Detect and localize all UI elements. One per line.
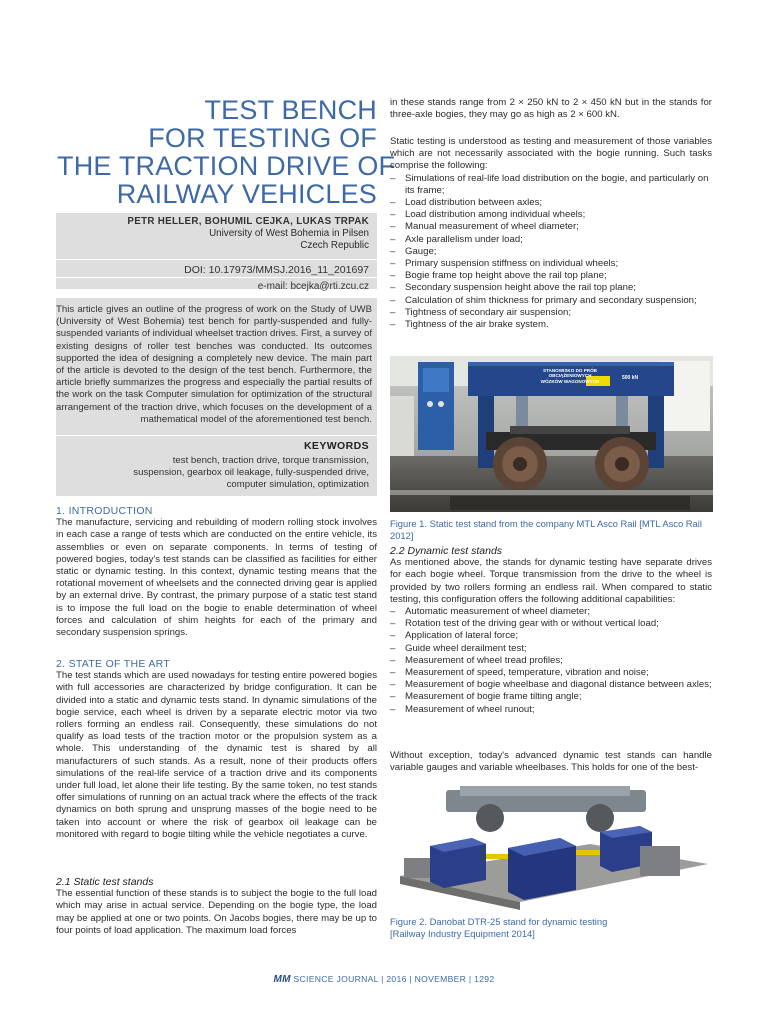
paragraph: The essential function of these stands is to subject the bogie to the full load which may arise in actual service. Depending on the bogie type, the load may be applied at one or two points. On Jacobs bogies, there may be up to four points of load application. The maximum load forces: [56, 888, 377, 936]
paragraph: The test stands which are used nowadays for testing entire powered bogies with full accessories are characterized by bridge configuration. It can be divided into a static and dynamic tests stand. In dynamic simulations of the bogie service, each wheel is driven by a separate electric motor via two rollers forming an endless rail. Consequently, these simulations do not qualify as load tests of the traction motor or the propulsion system as a whole. This understanding of the dynamic test is shared by all manufacturers of such stands. As a result, none of their products offers simulations of the real-life service of a traction drive and its components under full load, let alone their life testing. By the same token, no test stands offer simulations of running on an actual track where the effects of the track dynamics on both sprung and unsprung masses of the bogie need to be taken into account or where the risk of gearbox oil leakage can be monitored with regard to bogie tilting while the vehicle negotiates a curve.: [56, 670, 377, 840]
list-item: – Tightness of the air brake system.: [390, 319, 712, 331]
figure-2-image: [390, 786, 713, 910]
paragraph: in these stands range from 2 × 250 kN to 2 × 450 kN but in the stands for three-axle bogies, they may go as high as 2 × 600 kN.: [390, 97, 712, 121]
section-introduction: [56, 505, 377, 639]
divider: [56, 259, 377, 260]
list-item: – Gauge;: [390, 246, 712, 258]
author-names: PETR HELLER, BOHUMIL CEJKA, LUKAS TRPAK: [127, 216, 369, 227]
abstract: This article gives an outline of the progress of work on the Study of UWB (University of West Bohemia) test bench for partly-suspended and fully-suspended variants of individual wheelset traction drives. First, a survey of existing designs of roller test benches was conducted. Its outcomes supported the idea of designing a completely new device. The main part of the article is devoted to the design of the test bench. Furthermore, the article briefly summarizes the progress and especially the partial results of the work on the task Computer simulation for optimization of the structural arrangement of the traction drive, which focuses on the development of a mathematical model of the aforementioned test bench.: [56, 304, 372, 425]
email[interactable]: e-mail: bcejka@rti.zcu.cz: [257, 281, 369, 292]
list-item: – Rotation test of the driving gear with or without vertical load;: [390, 618, 712, 630]
list-item: – Secondary suspension height above the rail top plane;: [390, 282, 712, 294]
list-item: – Axle parallelism under load;: [390, 234, 712, 246]
dynamic-test-stand-illustration: [390, 786, 713, 910]
title-line: FOR TESTING OF: [148, 123, 377, 153]
list-item: – Simulations of real-life load distribution on the bogie, and particularly on its frame;: [390, 173, 712, 197]
figure-2-caption: [390, 916, 713, 940]
sign-line: STANOWISKO DO PRÓB: [542, 368, 598, 373]
dynamic-outro: [390, 750, 712, 774]
section-static-stands: [56, 876, 377, 937]
list-item: – Measurement of speed, temperature, vibration and noise;: [390, 667, 712, 679]
figure-1-image: [390, 356, 713, 512]
list-item: – Automatic measurement of wheel diameter;: [390, 606, 712, 618]
article-title: [57, 95, 396, 209]
list-item: – Load distribution between axles;: [390, 197, 712, 209]
keywords-heading: KEYWORDS: [303, 440, 369, 452]
footer-year: 2016: [386, 974, 407, 984]
title-line: TEST BENCH: [204, 95, 377, 125]
list-item: – Measurement of wheel runout;: [390, 704, 712, 716]
load-tag: 500 kN: [622, 375, 639, 381]
list-item: – Manual measurement of wheel diameter;: [390, 221, 712, 233]
page-footer: MM SCIENCE JOURNAL | 2016 | NOVEMBER | 1292: [273, 974, 495, 985]
journal-logo: MM: [273, 974, 291, 985]
list-item: – Guide wheel derailment test;: [390, 643, 712, 655]
paragraph: Static testing is understood as testing and measurement of those variables which are not necessarily associated with the bogie running. Such tasks comprise the following:: [390, 136, 712, 172]
sign-line: WÓZKÓW WAGONOWYCH: [540, 378, 600, 384]
list-item: – Tightness of secondary air suspension;: [390, 307, 712, 319]
keywords-line: test bench, traction drive, torque transmission,: [172, 455, 369, 466]
section-heading: 1. INTRODUCTION: [56, 505, 153, 517]
title-line: THE TRACTION DRIVE OF: [57, 151, 396, 181]
subsection-heading: 2.2 Dynamic test stands: [390, 545, 503, 557]
list-item: – Measurement of bogie wheelbase and diagonal distance between axles;: [390, 679, 712, 691]
list-item: – Load distribution among individual wheels;: [390, 209, 712, 221]
section-heading: 2. STATE OF THE ART: [56, 658, 171, 670]
keywords-list: [69, 455, 369, 492]
list-item: – Measurement of bogie frame tilting angle;: [390, 691, 712, 703]
section-dynamic-stands: [390, 545, 712, 716]
figure-1-caption: [390, 518, 713, 542]
subsection-heading: 2.1 Static test stands: [56, 876, 154, 888]
list-item: – Primary suspension stiffness on individual wheels;: [390, 258, 712, 270]
affiliation-country: Czech Republic: [300, 240, 369, 252]
divider: [56, 277, 377, 278]
caption-source: [Railway Industry Equipment 2014]: [390, 928, 535, 939]
paragraph: The manufacture, servicing and rebuilding of modern rolling stock involves in each case a range of tests which are conducted on the entire vehicle, its assemblies or even on separate components. In terms of testing of powered bogies, today's test stands can be classified as facilities for either static or dynamic testing. In this context, dynamic testing means that the rotational movement of wheelsets and the connected driving gear is applied by an external drive. By contrast, the primary purpose of a static test stand is to impose the full load on the bogie to enable determination of wheel forces and calculation of shim heights for each of the primary and secondary suspension springs.: [56, 517, 377, 639]
authors-block: [59, 216, 369, 253]
journal-name: SCIENCE JOURNAL: [293, 974, 379, 984]
keywords-line: computer simulation, optimization: [226, 479, 369, 491]
paragraph: Without exception, today's advanced dynamic test stands can handle variable gauges and variable wheelbases. This holds for one of the best-: [390, 750, 712, 774]
footer-month: NOVEMBER: [414, 974, 467, 984]
caption-text: Danobat DTR-25 stand for dynamic testing: [429, 916, 608, 927]
caption-text: Static test stand from the company MTL Asco Rail [MTL Asco Rail 2012]: [390, 518, 702, 541]
sign-line: OBCIĄŻENIOWYCH: [548, 373, 592, 379]
figure-label: Figure 2.: [390, 916, 427, 927]
dynamic-capabilities-list: [390, 606, 712, 716]
stand-sign: [530, 368, 610, 384]
static-continued: [390, 97, 712, 121]
section-state-of-the-art: [56, 658, 377, 841]
doi: DOI: 10.17973/MMSJ.2016_11_201697: [184, 264, 369, 276]
title-line: RAILWAY VEHICLES: [116, 179, 377, 209]
list-item: – Measurement of wheel tread profiles;: [390, 655, 712, 667]
paragraph: As mentioned above, the stands for dynamic testing have separate drives for each bogie wheel. Torque transmission from the drive to the wheel is provided by two rollers forming an endless rail. When compared to static testing, this configuration offers the following additional capabilities:: [390, 557, 712, 605]
static-testing-list: [390, 173, 712, 332]
page-number: 1292: [474, 974, 495, 984]
list-item: – Application of lateral force;: [390, 630, 712, 642]
list-item: – Bogie frame top height above the rail top plane;: [390, 270, 712, 282]
keywords-line: suspension, gearbox oil leakage, fully-suspended drive,: [133, 467, 369, 479]
figure-label: Figure 1.: [390, 518, 427, 529]
affiliation: University of West Bohemia in Pilsen: [209, 228, 369, 240]
static-testing-list-block: [390, 136, 712, 331]
list-item: – Calculation of shim thickness for primary and secondary suspension;: [390, 295, 712, 307]
